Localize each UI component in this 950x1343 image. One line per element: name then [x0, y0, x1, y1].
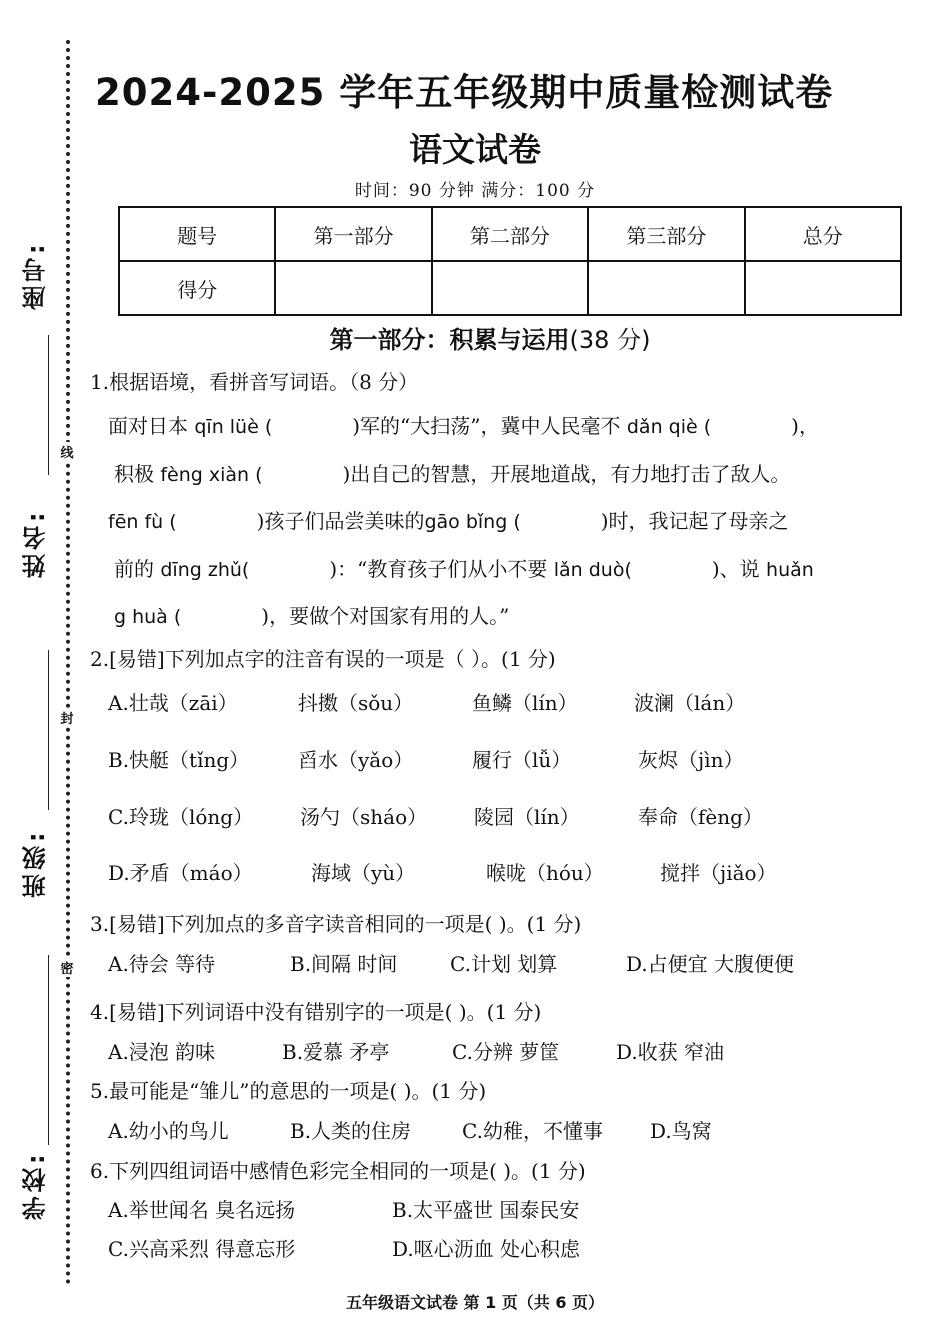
q2-option-b4: 灰烬（jìn）	[638, 748, 744, 772]
section-1-title	[0, 320, 950, 355]
pinyin-qin-lue: qīn lüè	[194, 416, 259, 438]
pinyin-lan-duo: lǎn duò	[553, 559, 625, 581]
question-1-stem: 1.根据语境，看拼音写词语。（8 分）	[90, 370, 419, 394]
score-header-cell: 第一部分	[275, 207, 431, 261]
q1-line-3	[108, 505, 789, 534]
seal-char-secret: 密	[60, 958, 74, 977]
score-header-cell: 总分	[745, 207, 901, 261]
q2-option-c2: 汤勺（sháo）	[300, 805, 428, 829]
name-label: 姓名:	[22, 508, 50, 578]
q1-line-5	[114, 600, 509, 629]
q1-text: )，要做个对国家有用的人。”	[261, 604, 510, 628]
pinyin-dan-qie: dǎn qiè	[626, 416, 698, 438]
paren-open: (	[167, 606, 182, 628]
score-header-cell: 第二部分	[432, 207, 588, 261]
score-header-cell: 题号	[119, 207, 275, 261]
seal-char-line: 线	[60, 442, 74, 461]
class-label: 班级:	[22, 828, 50, 898]
pinyin-g-hua: g huà	[114, 606, 168, 628]
exam-time-and-score: 时间：90 分钟 满分：100 分	[354, 181, 596, 201]
q2-option-d1: D.矛盾（máo）	[108, 861, 253, 885]
seat-number-blank	[48, 335, 49, 475]
q1-line-1	[108, 410, 819, 439]
q1-text: 积极	[114, 462, 161, 486]
q1-text: )，	[791, 414, 819, 438]
q1-text: 前的	[114, 557, 161, 581]
score-row-label: 得分	[119, 261, 275, 315]
school-label: 学校:	[22, 1150, 50, 1220]
q2-option-b1: B.快艇（tǐng）	[108, 748, 250, 772]
q3-option-c: C.计划 划算	[450, 952, 558, 976]
q6-option-b: B.太平盛世 国泰民安	[392, 1198, 580, 1222]
exam-title: 2024-2025 学年五年级期中质量检测试卷	[95, 71, 834, 114]
question-6-stem: 6.下列四组词语中感情色彩完全相同的一项是( )。(1 分)	[90, 1159, 586, 1183]
q2-option-c4: 奉命（fèng）	[638, 805, 763, 829]
paren-open: (	[163, 511, 177, 533]
page-footer: 五年级语文试卷 第 1 页（共 6 页）	[345, 1293, 605, 1312]
question-4-stem: 4.[易错]下列词语中没有错别字的一项是( )。(1 分)	[90, 1000, 542, 1024]
q2-option-a1: A.壮哉（zāi）	[108, 691, 238, 715]
q4-option-d: D.收获 窄油	[616, 1040, 725, 1064]
q5-option-b: B.人类的住房	[290, 1119, 412, 1143]
q5-option-c: C.幼稚，不懂事	[462, 1119, 603, 1143]
q2-option-c3: 陵园（lín）	[474, 805, 580, 829]
q1-line-2	[114, 458, 790, 487]
paren-open: (	[624, 559, 632, 581]
score-cell-part1[interactable]	[275, 261, 431, 315]
q1-text: )军的“大扫荡”，冀中人民毫不	[352, 414, 627, 438]
pinyin-fen-fu: fēn fù	[108, 511, 164, 533]
score-cell-part3[interactable]	[588, 261, 744, 315]
q6-option-d: D.呕心沥血 处心积虑	[392, 1237, 581, 1261]
q4-option-a: A.浸泡 韵味	[108, 1040, 216, 1064]
pinyin-feng-xian: fèng xiàn	[160, 464, 250, 486]
class-blank	[48, 955, 49, 1145]
seal-char-seal: 封	[60, 708, 74, 727]
q5-option-a: A.幼小的鸟儿	[108, 1119, 229, 1143]
q2-option-d3: 喉咙（hóu）	[486, 861, 604, 885]
q2-option-c1: C.玲珑（lóng）	[108, 805, 254, 829]
q1-text: )出自己的智慧，开展地道战，有力地打击了敌人。	[342, 462, 791, 486]
section-1-title-text: 第一部分：积累与运用	[329, 326, 570, 354]
exam-subtitle: 语文试卷	[409, 130, 541, 169]
q3-option-a: A.待会 等待	[108, 952, 216, 976]
q2-option-a3: 鱼鳞（lín）	[472, 691, 578, 715]
seat-number-label: 座号:	[22, 240, 50, 310]
pinyin-gao-bing: gāo bǐng	[424, 511, 508, 533]
question-5-stem: 5.最可能是“雏儿”的意思的一项是( )。(1 分)	[90, 1079, 487, 1103]
score-table	[118, 206, 902, 316]
score-header-cell: 第三部分	[588, 207, 744, 261]
score-table-header-row	[119, 207, 901, 261]
paren-open: (	[241, 559, 250, 581]
score-table-score-row	[119, 261, 901, 315]
binding-dotted-line	[66, 40, 70, 1285]
q2-option-d2: 海域（yù）	[311, 861, 416, 885]
q2-option-d4: 搅拌（jiǎo）	[660, 861, 777, 885]
name-blank	[48, 650, 49, 810]
section-1-points: (38 分)	[569, 326, 651, 354]
q5-option-d: D.鸟窝	[650, 1119, 712, 1143]
score-cell-total[interactable]	[745, 261, 901, 315]
q2-option-a2: 抖擞（sǒu）	[298, 691, 414, 715]
q1-line-4	[114, 553, 814, 582]
q2-option-a4: 波澜（lán）	[634, 691, 746, 715]
q6-option-c: C.兴高采烈 得意忘形	[108, 1237, 296, 1261]
q1-text: )、说	[711, 557, 767, 581]
q1-text: )孩子们品尝美味的	[256, 509, 425, 533]
question-3-stem: 3.[易错]下列加点的多音字读音相同的一项是( )。(1 分)	[90, 912, 582, 936]
q6-option-a: A.举世闻名 臭名远扬	[108, 1198, 296, 1222]
q2-option-b3: 履行（lǚ）	[472, 748, 572, 772]
q4-option-c: C.分辨 萝筐	[452, 1040, 560, 1064]
question-2-stem: 2.[易错]下列加点字的注音有误的一项是（ ）。(1 分)	[90, 647, 556, 671]
paren-open: (	[697, 416, 712, 438]
q2-option-b2: 舀水（yǎo）	[298, 748, 414, 772]
pinyin-ding-zhu: dīng zhǔ	[160, 559, 242, 581]
q1-text: )时，我记起了母亲之	[600, 509, 789, 533]
q3-option-d: D.占便宜 大腹便便	[626, 952, 795, 976]
q3-option-b: B.间隔 时间	[290, 952, 398, 976]
q4-option-b: B.爱慕 矛亭	[282, 1040, 390, 1064]
paren-open: (	[249, 464, 263, 486]
score-cell-part2[interactable]	[432, 261, 588, 315]
pinyin-huan: huǎn	[766, 559, 814, 581]
q1-text: )：“教育孩子们从小不要	[329, 557, 554, 581]
paren-open: (	[507, 511, 521, 533]
q1-text: 面对日本	[108, 414, 195, 438]
paren-open: (	[258, 416, 273, 438]
